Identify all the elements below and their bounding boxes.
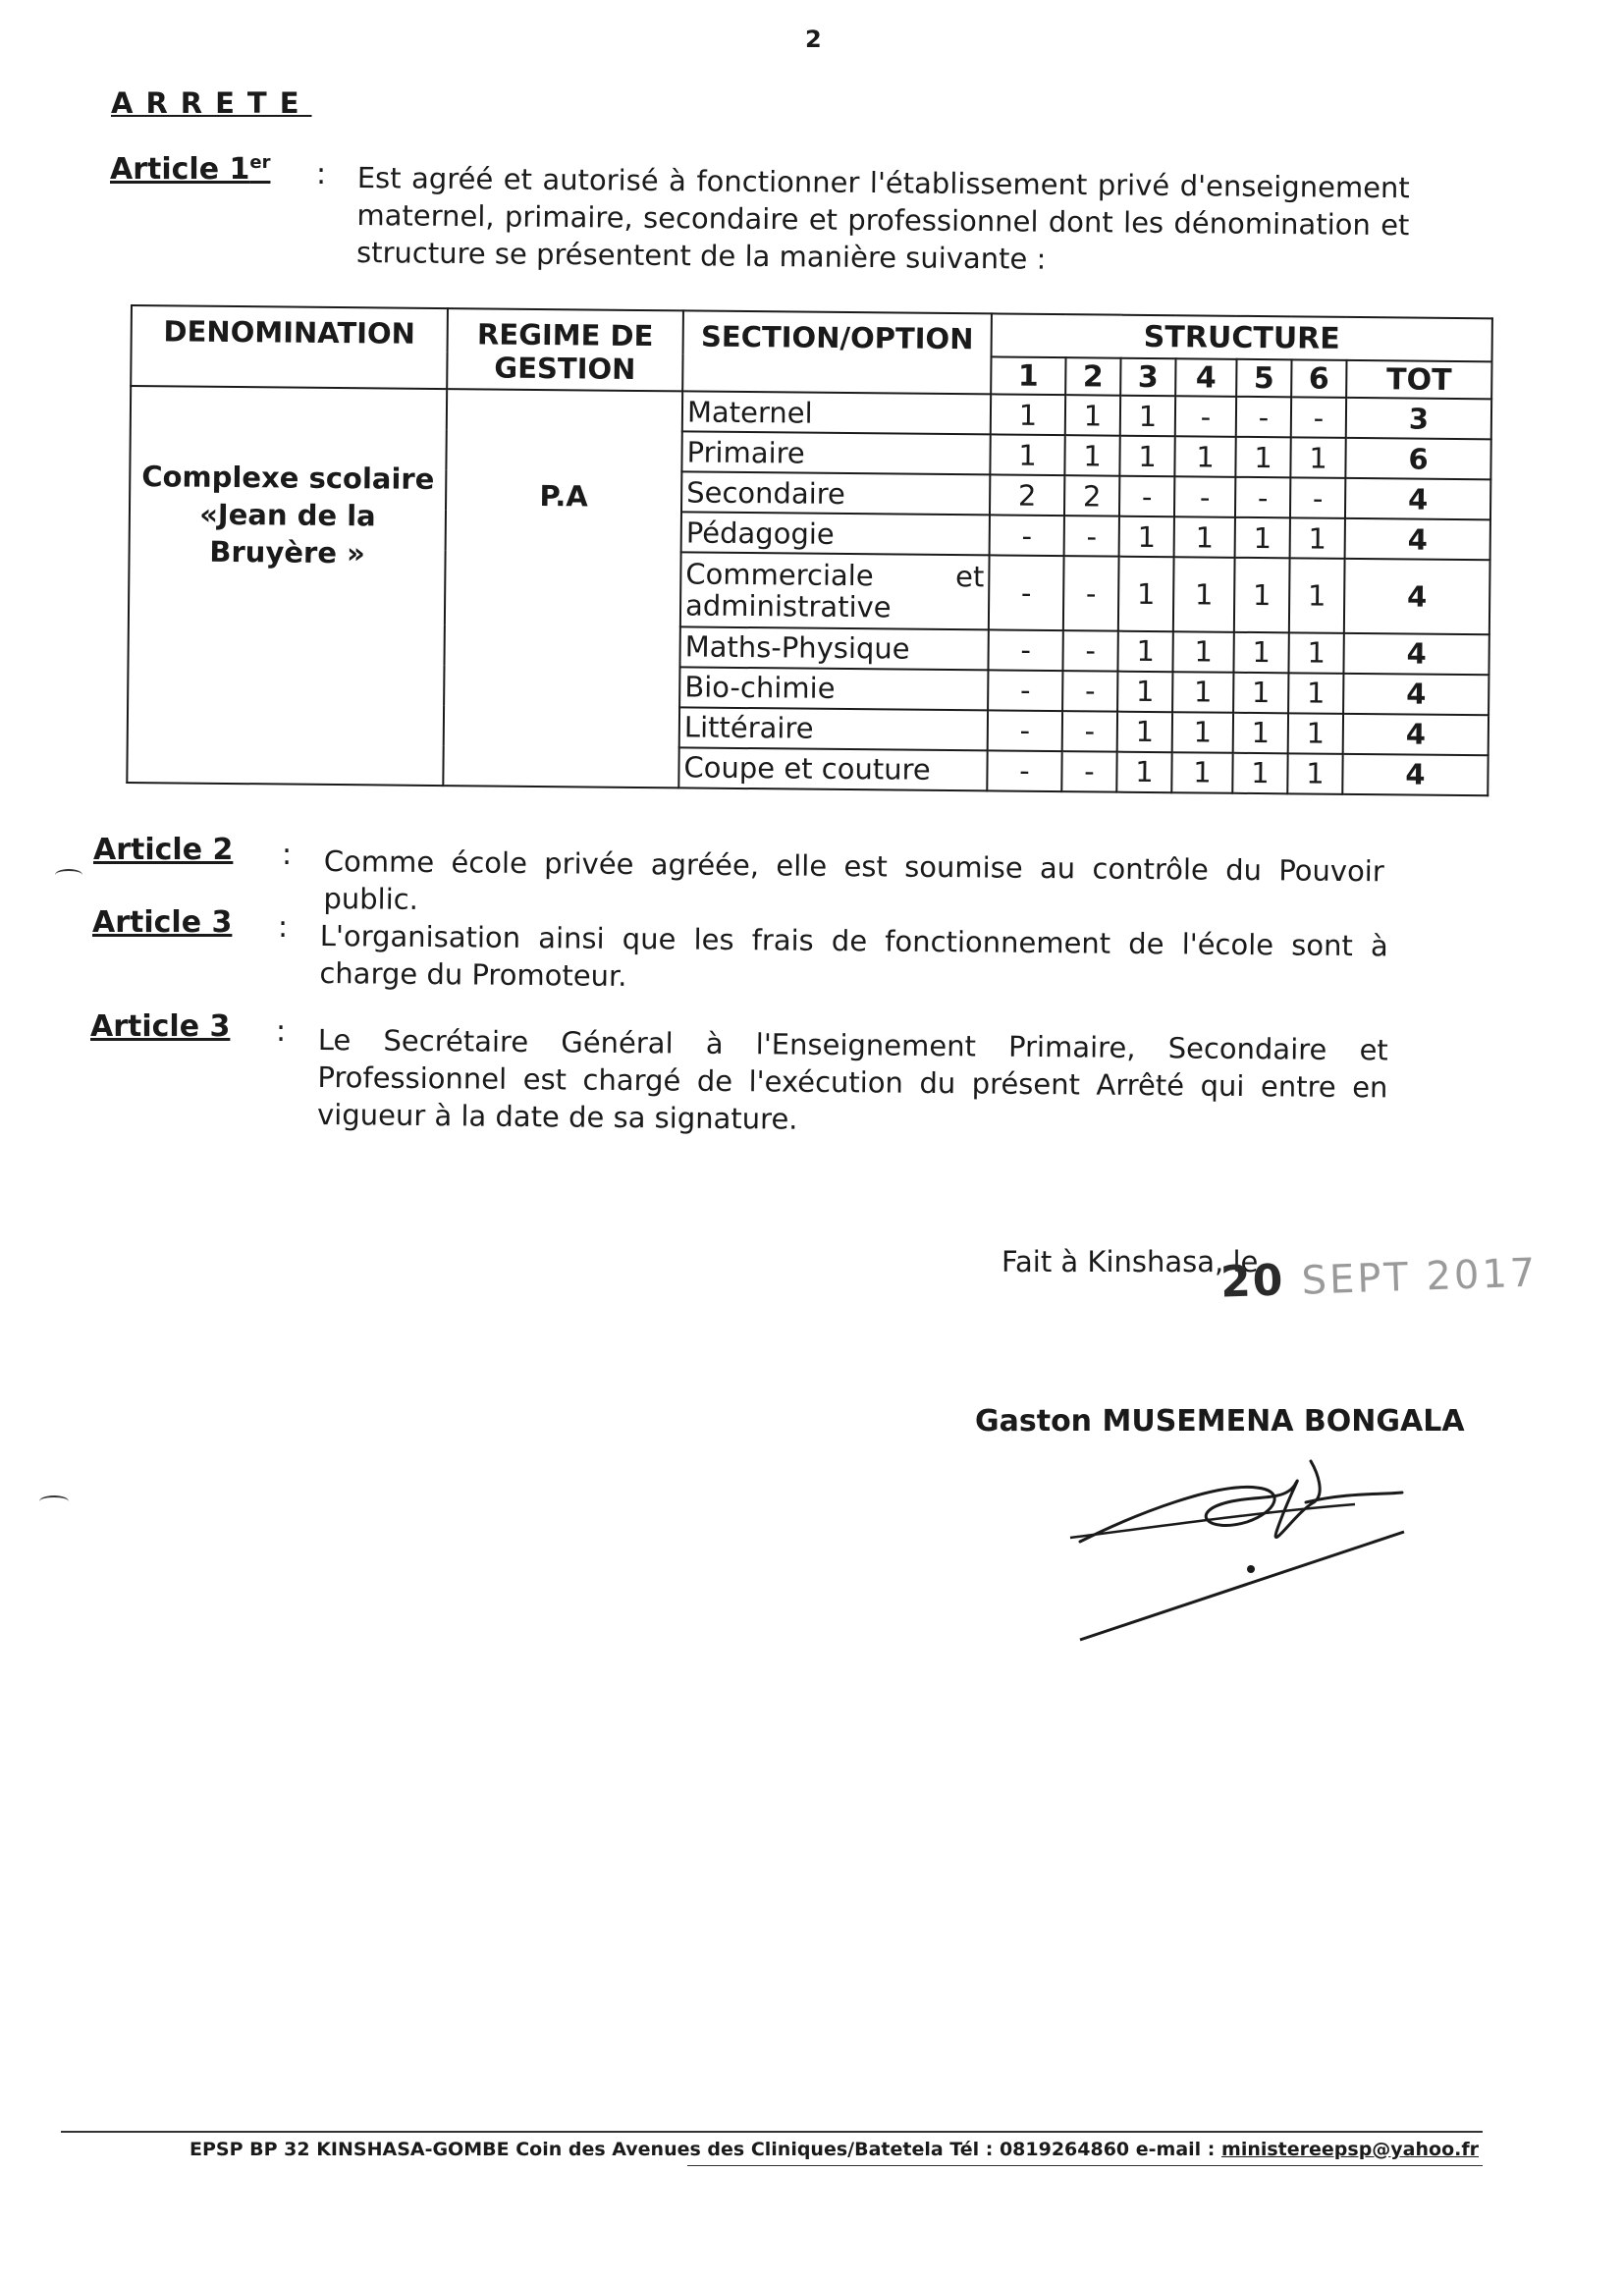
cell-level-2: 1	[1065, 395, 1120, 436]
place-date-label: Fait à Kinshasa, le	[1001, 1245, 1259, 1278]
decree-heading: ARRETE	[111, 86, 312, 120]
cell-level-6: -	[1291, 397, 1346, 438]
cell-total: 4	[1345, 518, 1490, 560]
margin-mark	[55, 869, 82, 881]
cell-level-5: -	[1235, 477, 1290, 518]
cell-total: 4	[1343, 633, 1489, 675]
cell-total: 4	[1342, 754, 1488, 796]
cell-level-4: 1	[1171, 752, 1232, 793]
cell-level-3: 1	[1117, 671, 1172, 712]
date-stamp-day: 20	[1219, 1255, 1286, 1308]
structure-table-wrapper	[126, 304, 1491, 796]
date-stamp-month-year: SEPT 2017	[1300, 1250, 1540, 1304]
cell-level-3: 1	[1119, 516, 1174, 558]
cell-level-2: -	[1062, 671, 1117, 712]
cell-level-3: 1	[1117, 711, 1172, 752]
article-1-label	[110, 152, 270, 187]
cell-level-6: 1	[1288, 632, 1343, 674]
cell-level-1: -	[988, 670, 1062, 711]
article-3b-text: Le Secrétaire Général à l'Enseignement Primaire, Secondaire et Professionnel est chargé de l'exécution du présent Arrêté qui entre en vigueur à la date de sa signature.	[316, 1022, 1388, 1136]
cell-level-2: -	[1061, 751, 1116, 792]
cell-regime: P.A	[443, 389, 682, 788]
cell-level-3: -	[1119, 476, 1174, 517]
cell-level-1: -	[988, 629, 1062, 671]
article-3-colon: :	[278, 910, 289, 945]
cell-level-1: -	[989, 556, 1064, 630]
header-level-3: 3	[1120, 358, 1175, 397]
article-2-label: Article 2	[93, 833, 234, 867]
article-1-label-sup: er	[249, 152, 271, 173]
cell-level-1: 2	[990, 475, 1064, 516]
article-3b-colon: :	[276, 1014, 287, 1049]
cell-total: 4	[1343, 674, 1489, 715]
cell-level-2: -	[1064, 516, 1119, 557]
cell-level-2: -	[1062, 630, 1117, 672]
cell-level-5: 1	[1234, 558, 1290, 632]
cell-level-1: -	[988, 710, 1062, 751]
cell-level-3: 1	[1117, 630, 1172, 672]
header-level-5: 5	[1236, 359, 1291, 398]
cell-level-6: 1	[1288, 673, 1343, 714]
cell-level-4: 1	[1172, 672, 1233, 713]
article-2-colon: :	[282, 838, 293, 872]
structure-table	[126, 304, 1493, 796]
cell-section: Maths-Physique	[679, 626, 988, 670]
cell-level-3: 1	[1120, 396, 1175, 437]
cell-level-3: 1	[1118, 557, 1174, 631]
cell-level-3: 1	[1119, 436, 1174, 477]
header-level-4: 4	[1175, 358, 1236, 397]
cell-level-2: 2	[1064, 475, 1119, 516]
article-3-text: L'organisation ainsi que les frais de fonctionnement de l'école sont à charge du Promoteur.	[319, 918, 1388, 994]
cell-section: Maternel	[682, 391, 991, 434]
footer-address-text: EPSP BP 32 KINSHASA-GOMBE Coin des Avenues des Cliniques/Batetela Tél : 0819264860 e-mail :	[189, 2139, 1222, 2160]
article-3-label: Article 3	[92, 905, 233, 940]
cell-level-1: -	[987, 750, 1061, 791]
footer-address	[189, 2139, 1479, 2160]
cell-total: 4	[1345, 478, 1490, 519]
page-number: 2	[805, 26, 822, 53]
header-structure: STRUCTURE	[992, 313, 1492, 361]
cell-section: Pédagogie	[681, 513, 990, 556]
cell-level-6: 1	[1290, 518, 1345, 560]
article-3b-label: Article 3	[90, 1009, 231, 1044]
cell-total: 4	[1344, 559, 1490, 634]
cell-level-1: -	[990, 516, 1064, 557]
cell-level-5: 1	[1235, 437, 1290, 478]
cell-level-4: 1	[1172, 712, 1233, 753]
article-1-text: Est agréé et autorisé à fonctionner l'établissement privé d'enseignement maternel, primaire, secondaire et professionnel dont les dénomination et structure se présentent de la manière suivante :	[355, 160, 1410, 276]
footer-email-link[interactable]: ministereepsp@yahoo.fr	[1221, 2139, 1479, 2160]
signer-name: Gaston MUSEMENA BONGALA	[975, 1404, 1465, 1439]
cell-level-5: 1	[1233, 673, 1288, 714]
cell-level-5: 1	[1233, 631, 1288, 673]
article-2-text: Comme école privée agréée, elle est soumise au contrôle du Pouvoir public.	[323, 843, 1384, 916]
cell-level-4: 1	[1173, 558, 1235, 632]
cell-level-4: 1	[1174, 516, 1235, 558]
cell-level-6: 1	[1288, 713, 1343, 754]
cell-level-4: -	[1174, 476, 1235, 517]
cell-denomination: Complexe scolaire «Jean de la Bruyère »	[127, 386, 447, 786]
cell-total: 3	[1346, 398, 1491, 439]
cell-section: Coupe et couture	[678, 747, 987, 790]
header-denomination: DENOMINATION	[131, 305, 448, 389]
cell-section: Bio-chimie	[679, 667, 988, 710]
cell-level-2: -	[1063, 556, 1119, 630]
cell-section: Primaire	[681, 431, 990, 474]
header-level-6: 6	[1291, 359, 1346, 398]
margin-mark	[39, 1495, 69, 1507]
cell-level-4: -	[1175, 396, 1236, 437]
cell-level-5: 1	[1232, 753, 1287, 794]
header-level-2: 2	[1065, 357, 1120, 396]
cell-level-5: 1	[1233, 713, 1288, 754]
cell-section: Littéraire	[679, 707, 988, 750]
cell-level-3: 1	[1116, 752, 1171, 793]
cell-level-6: -	[1290, 478, 1345, 519]
footer-rule	[687, 2165, 1483, 2166]
cell-level-5: 1	[1235, 517, 1290, 559]
cell-level-4: 1	[1174, 436, 1235, 477]
cell-total: 4	[1343, 714, 1489, 755]
header-section: SECTION/OPTION	[682, 310, 992, 394]
cell-section: Secondaire	[681, 472, 990, 516]
date-stamp	[1219, 1246, 1539, 1307]
header-total: TOT	[1346, 360, 1491, 399]
cell-level-2: -	[1062, 711, 1117, 752]
cell-section: Commerciale et administrative	[680, 553, 990, 629]
cell-total: 6	[1345, 438, 1490, 479]
cell-level-6: 1	[1287, 753, 1342, 794]
header-level-1: 1	[991, 356, 1065, 395]
article-1-colon: :	[316, 157, 327, 191]
cell-level-2: 1	[1064, 435, 1119, 476]
cell-level-5: -	[1236, 397, 1291, 438]
structure-table-body	[127, 386, 1491, 795]
cell-level-6: 1	[1289, 559, 1345, 633]
signature-icon	[1060, 1443, 1414, 1659]
cell-level-4: 1	[1172, 631, 1233, 673]
cell-level-1: 1	[991, 394, 1065, 435]
footer-rule	[61, 2131, 1483, 2133]
cell-level-6: 1	[1290, 437, 1345, 478]
cell-level-1: 1	[990, 434, 1064, 475]
article-1-label-text: Article 1	[110, 152, 250, 187]
header-regime: REGIME DE GESTION	[447, 308, 683, 391]
